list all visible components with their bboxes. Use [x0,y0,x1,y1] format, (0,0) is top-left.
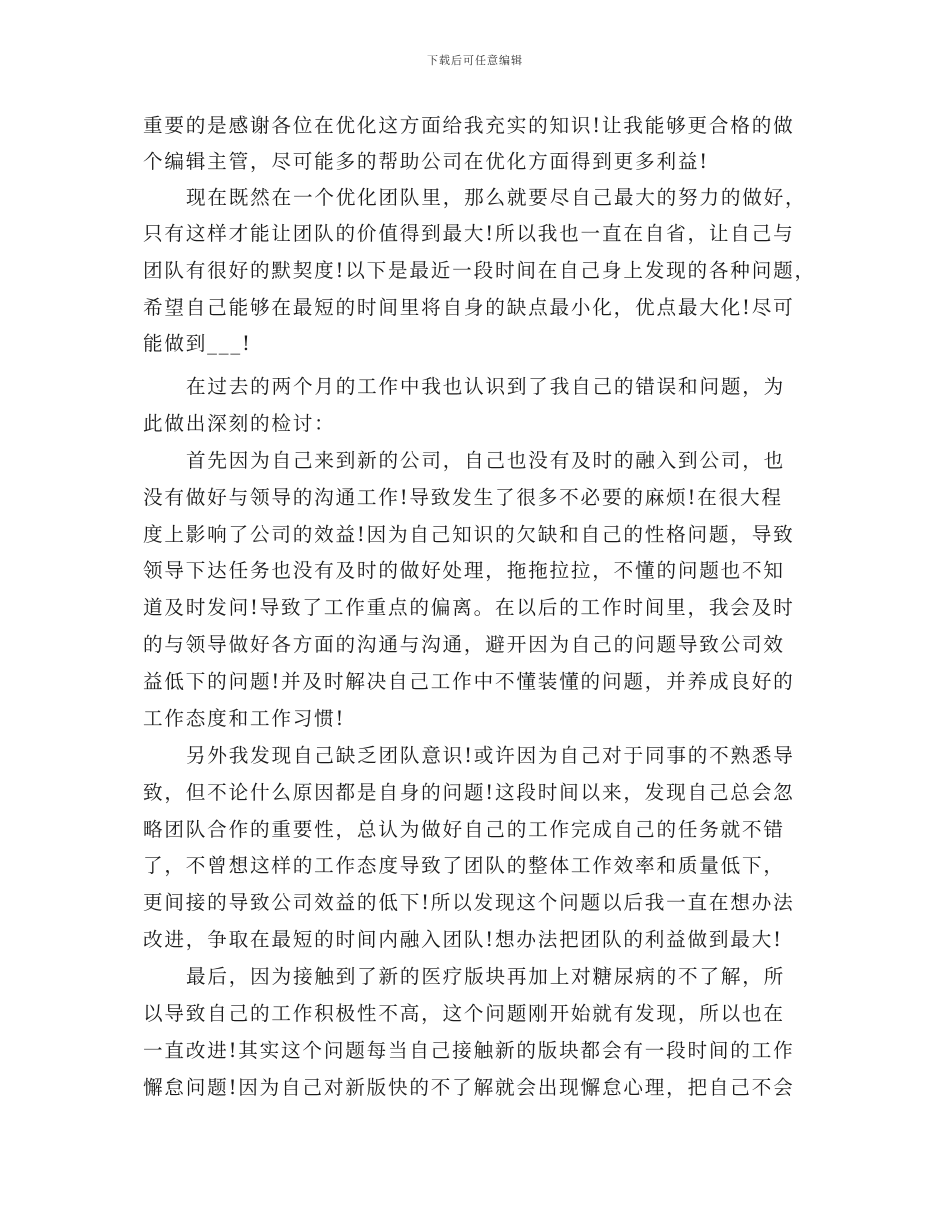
text-line: 团队有很好的默契度!以下是最近一段时间在自己身上发现的各种问题， [143,259,816,282]
text-line: 重要的是感谢各位在优化这方面给我充实的知识!让我能够更合格的做 [143,114,795,137]
paragraph-start-line: 最后，因为接触到了新的医疗版块再加上对糖尿病的不了解，所 [186,965,786,988]
text-line: 一直改进!其实这个问题每当自己接触新的版块都会有一段时间的工作 [143,1039,795,1062]
paragraph-start-line: 首先因为自己来到新的公司，自己也没有及时的融入到公司，也 [186,449,786,472]
text-line: 工作态度和工作习惯! [143,707,346,730]
text-line: 更间接的导致公司效益的低下!所以发现这个问题以后我一直在想办法 [143,891,795,914]
text-line: 改进，争取在最短的时间内融入团队!想办法把团队的利益做到最大! [143,928,783,951]
text-line: 只有这样才能让团队的价值得到最大!所以我也一直在自省，让自己与 [143,222,795,245]
paragraph-start-line: 另外我发现自己缺乏团队意识!或许因为自己对于同事的不熟悉导 [186,744,795,767]
text-line: 懈怠问题!因为自己对新版快的不了解就会出现懈怠心理，把自己不会 [143,1076,795,1099]
text-line: 道及时发问!导致了工作重点的偏离。在以后的工作时间里，我会及时 [143,596,795,619]
text-line: 此做出深刻的检讨： [143,412,336,435]
text-line: 的与领导做好各方面的沟通与沟通，避开因为自己的问题导致公司效 [143,633,785,656]
text-line: 益低下的问题!并及时解决自己工作中不懂装懂的问题，并养成良好的 [143,670,795,693]
text-line: 希望自己能够在最短的时间里将自身的缺点最小化，优点最大化!尽可 [143,296,795,319]
text-line: 能做到___! [143,332,252,355]
text-line: 略团队合作的重要性，总认为做好自己的工作完成自己的任务就不错 [143,818,785,841]
text-line: 致，但不论什么原因都是自身的问题!这段时间以来，发现自己总会忽 [143,781,795,804]
text-line: 个编辑主管，尽可能多的帮助公司在优化方面得到更多利益! [143,150,709,173]
page-header: 下载后可任意编辑 [427,54,523,67]
text-line: 以导致自己的工作积极性不高，这个问题刚开始就有发现，所以也在 [143,1002,785,1025]
paragraph-start-line: 现在既然在一个优化团队里，那么就要尽自己最大的努力的做好， [186,186,807,209]
text-line: 度上影响了公司的效益!因为自己知识的欠缺和自己的性格问题，导致 [143,523,795,546]
text-line: 领导下达任务也没有及时的做好处理，拖拖拉拉，不懂的问题也不知 [143,559,785,582]
text-line: 没有做好与领导的沟通工作!导致发生了很多不必要的麻烦!在很大程 [143,486,783,509]
text-line: 了，不曾想这样的工作态度导致了团队的整体工作效率和质量低下， [143,854,785,877]
paragraph-start-line: 在过去的两个月的工作中我也认识到了我自己的错误和问题，为 [186,375,786,398]
